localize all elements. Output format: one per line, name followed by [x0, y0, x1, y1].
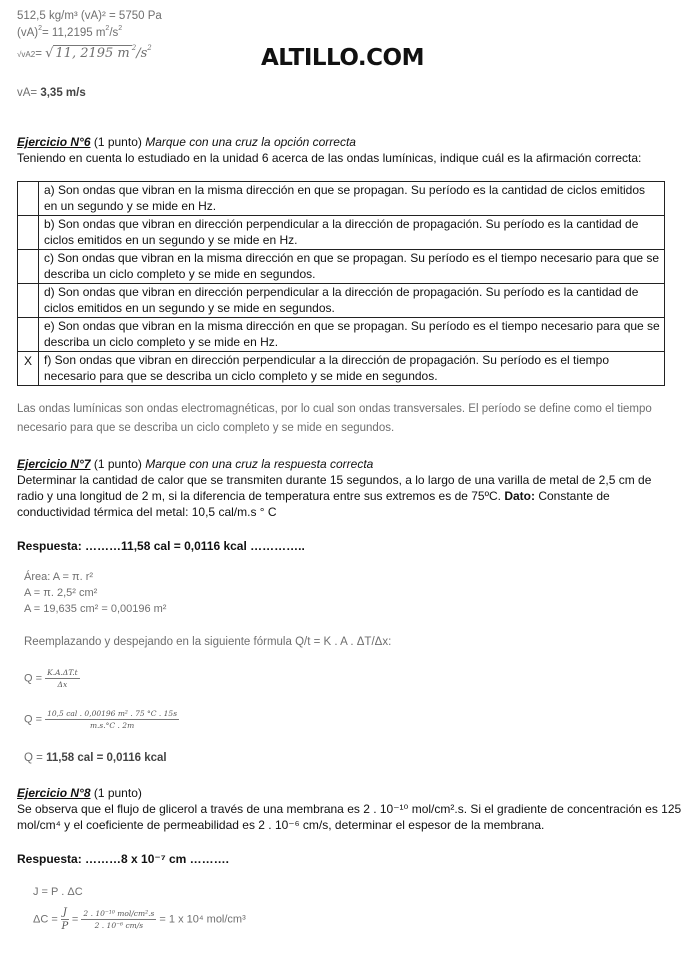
option-text: e) Son ondas que vibran en la misma dirección en que se propagan. Su período es el tiempo necesario para que se describa un ciclo completo y se mide en Hz.: [39, 318, 665, 352]
ex7-heading: Ejercicio N°7 (1 punto) Marque con una cruz la respuesta correcta: [17, 457, 374, 471]
area-line-3: A = 19,635 cm² = 0,00196 m²: [24, 603, 167, 615]
velocity-squared-equation: (vA)$^2$= 11,2195 $m^2/s^2$: [17, 25, 123, 39]
option-checkbox[interactable]: [18, 250, 39, 284]
option-text: f) Son ondas que vibran en dirección perpendicular a la dirección de propagación. Su período es el tiempo necesario para que se describa un ciclo completo y se mide en segundos.: [39, 352, 665, 386]
option-checkbox[interactable]: [18, 182, 39, 216]
option-checkbox[interactable]: X: [18, 352, 39, 386]
option-row[interactable]: [18, 352, 665, 386]
sqrt-equation: √vA2= √ 11, 2195 m $^2/s^2$: [17, 44, 152, 61]
ex7-title: Ejercicio N°7: [17, 457, 91, 471]
ex6-options-table: [17, 181, 665, 386]
option-row[interactable]: [18, 250, 665, 284]
ex8-heading: Ejercicio N°8 (1 punto): [17, 786, 142, 800]
ex7-answer: Respuesta: ………11,58 cal = 0,0116 kcal …………..: [17, 539, 305, 553]
ex6-question: Teniendo en cuenta lo estudiado en la unidad 6 acerca de las ondas lumínicas, indique cuál es la afirmación correcta:: [17, 151, 642, 165]
site-logo: ALTILLO.COM: [261, 45, 424, 71]
ex8-title: Ejercicio N°8: [17, 786, 91, 800]
option-text: a) Son ondas que vibran en la misma dirección en que se propagan. Su período es la cantidad de ciclos emitidos en un segundo y se mide en Hz.: [39, 182, 665, 216]
ex7-question-1: Determinar la cantidad de calor que se transmiten durante 15 segundos, a lo largo de una varilla de metal de 2,5 cm de: [17, 473, 652, 487]
area-line-2: A = π. 2,5² cm²: [24, 587, 98, 599]
ex7-result: Q = 11,58 cal = 0,0116 kcal: [24, 752, 167, 764]
ex8-question-2: mol/cm⁴ y el coeficiente de permeabilidad es 2 . 10⁻⁶ cm/s, determinar el espesor de la membrana.: [17, 818, 545, 832]
ex6-title: Ejercicio N°6: [17, 135, 91, 149]
option-text: c) Son ondas que vibran en la misma dirección en que se propagan. Su período es el tiempo necesario para que se describa un ciclo completo y se mide en segundos.: [39, 250, 665, 284]
option-text: d) Son ondas que vibran en dirección perpendicular a la dirección de propagación. Su período es la cantidad de ciclos emitidos en un segundo y se mide en segundos.: [39, 284, 665, 318]
area-line-1: Área: A = π. r²: [24, 571, 94, 583]
option-row[interactable]: [18, 284, 665, 318]
option-row[interactable]: [18, 216, 665, 250]
ex6-heading: Ejercicio N°6 (1 punto) Marque con una cruz la opción correcta: [17, 135, 356, 149]
pressure-equation: 512,5 kg/m³ (vA)² = 5750 Pa: [17, 10, 162, 22]
formula-general: Q = $\frac{K.A.\Delta T.t}{\Delta x}$: [24, 668, 78, 689]
concentration-formula: ΔC = $\frac{J}{P}$ = $\frac{\text{2 . 10⁻¹⁰ mol/cm².s}}{\text{2 . 10⁻⁶ cm/s}}$ = 1 x 10⁴ mol/cm³: [33, 907, 246, 932]
flux-formula: J = P . ΔC: [33, 886, 83, 898]
option-text: b) Son ondas que vibran en dirección perpendicular a la dirección de propagación. Su período es la cantidad de ciclos emitidos en un segundo y se mide en Hz.: [39, 216, 665, 250]
ex8-answer: Respuesta: ………8 x 10⁻⁷ cm ……….: [17, 852, 230, 866]
ex6-explanation-1: Las ondas lumínicas son ondas electromagnéticas, por lo cual son ondas transversales. El período se define como el tiempo: [17, 403, 652, 415]
formula-intro: Reemplazando y despejando en la siguiente fórmula Q/t = K . A . ΔT/Δx:: [24, 636, 392, 648]
option-row[interactable]: [18, 182, 665, 216]
va-result: vA= 3,35 m/s: [17, 87, 86, 99]
ex8-question-1: Se observa que el flujo de glicerol a través de una membrana es 2 . 10⁻¹⁰ mol/cm².s. Si el gradiente de concentración es 125: [17, 802, 682, 816]
formula-substituted: Q = $\frac{\text{10,5 cal . 0,00196 m² . 75 °C . 15s}}{m.s.^\circ C . 2m}$: [24, 709, 178, 730]
ex7-question-3: conductividad térmica del metal: 10,5 cal/m.s ° C: [17, 505, 277, 519]
option-checkbox[interactable]: [18, 216, 39, 250]
ex7-question-2: radio y una longitud de 2 m, si la diferencia de temperatura entre sus extremos es de 75ºC. Dato: Constante de: [17, 489, 610, 503]
option-checkbox[interactable]: [18, 284, 39, 318]
option-checkbox[interactable]: [18, 318, 39, 352]
option-row[interactable]: [18, 318, 665, 352]
ex6-explanation-2: necesario para que se describa un ciclo completo y se mide en segundos.: [17, 422, 395, 434]
